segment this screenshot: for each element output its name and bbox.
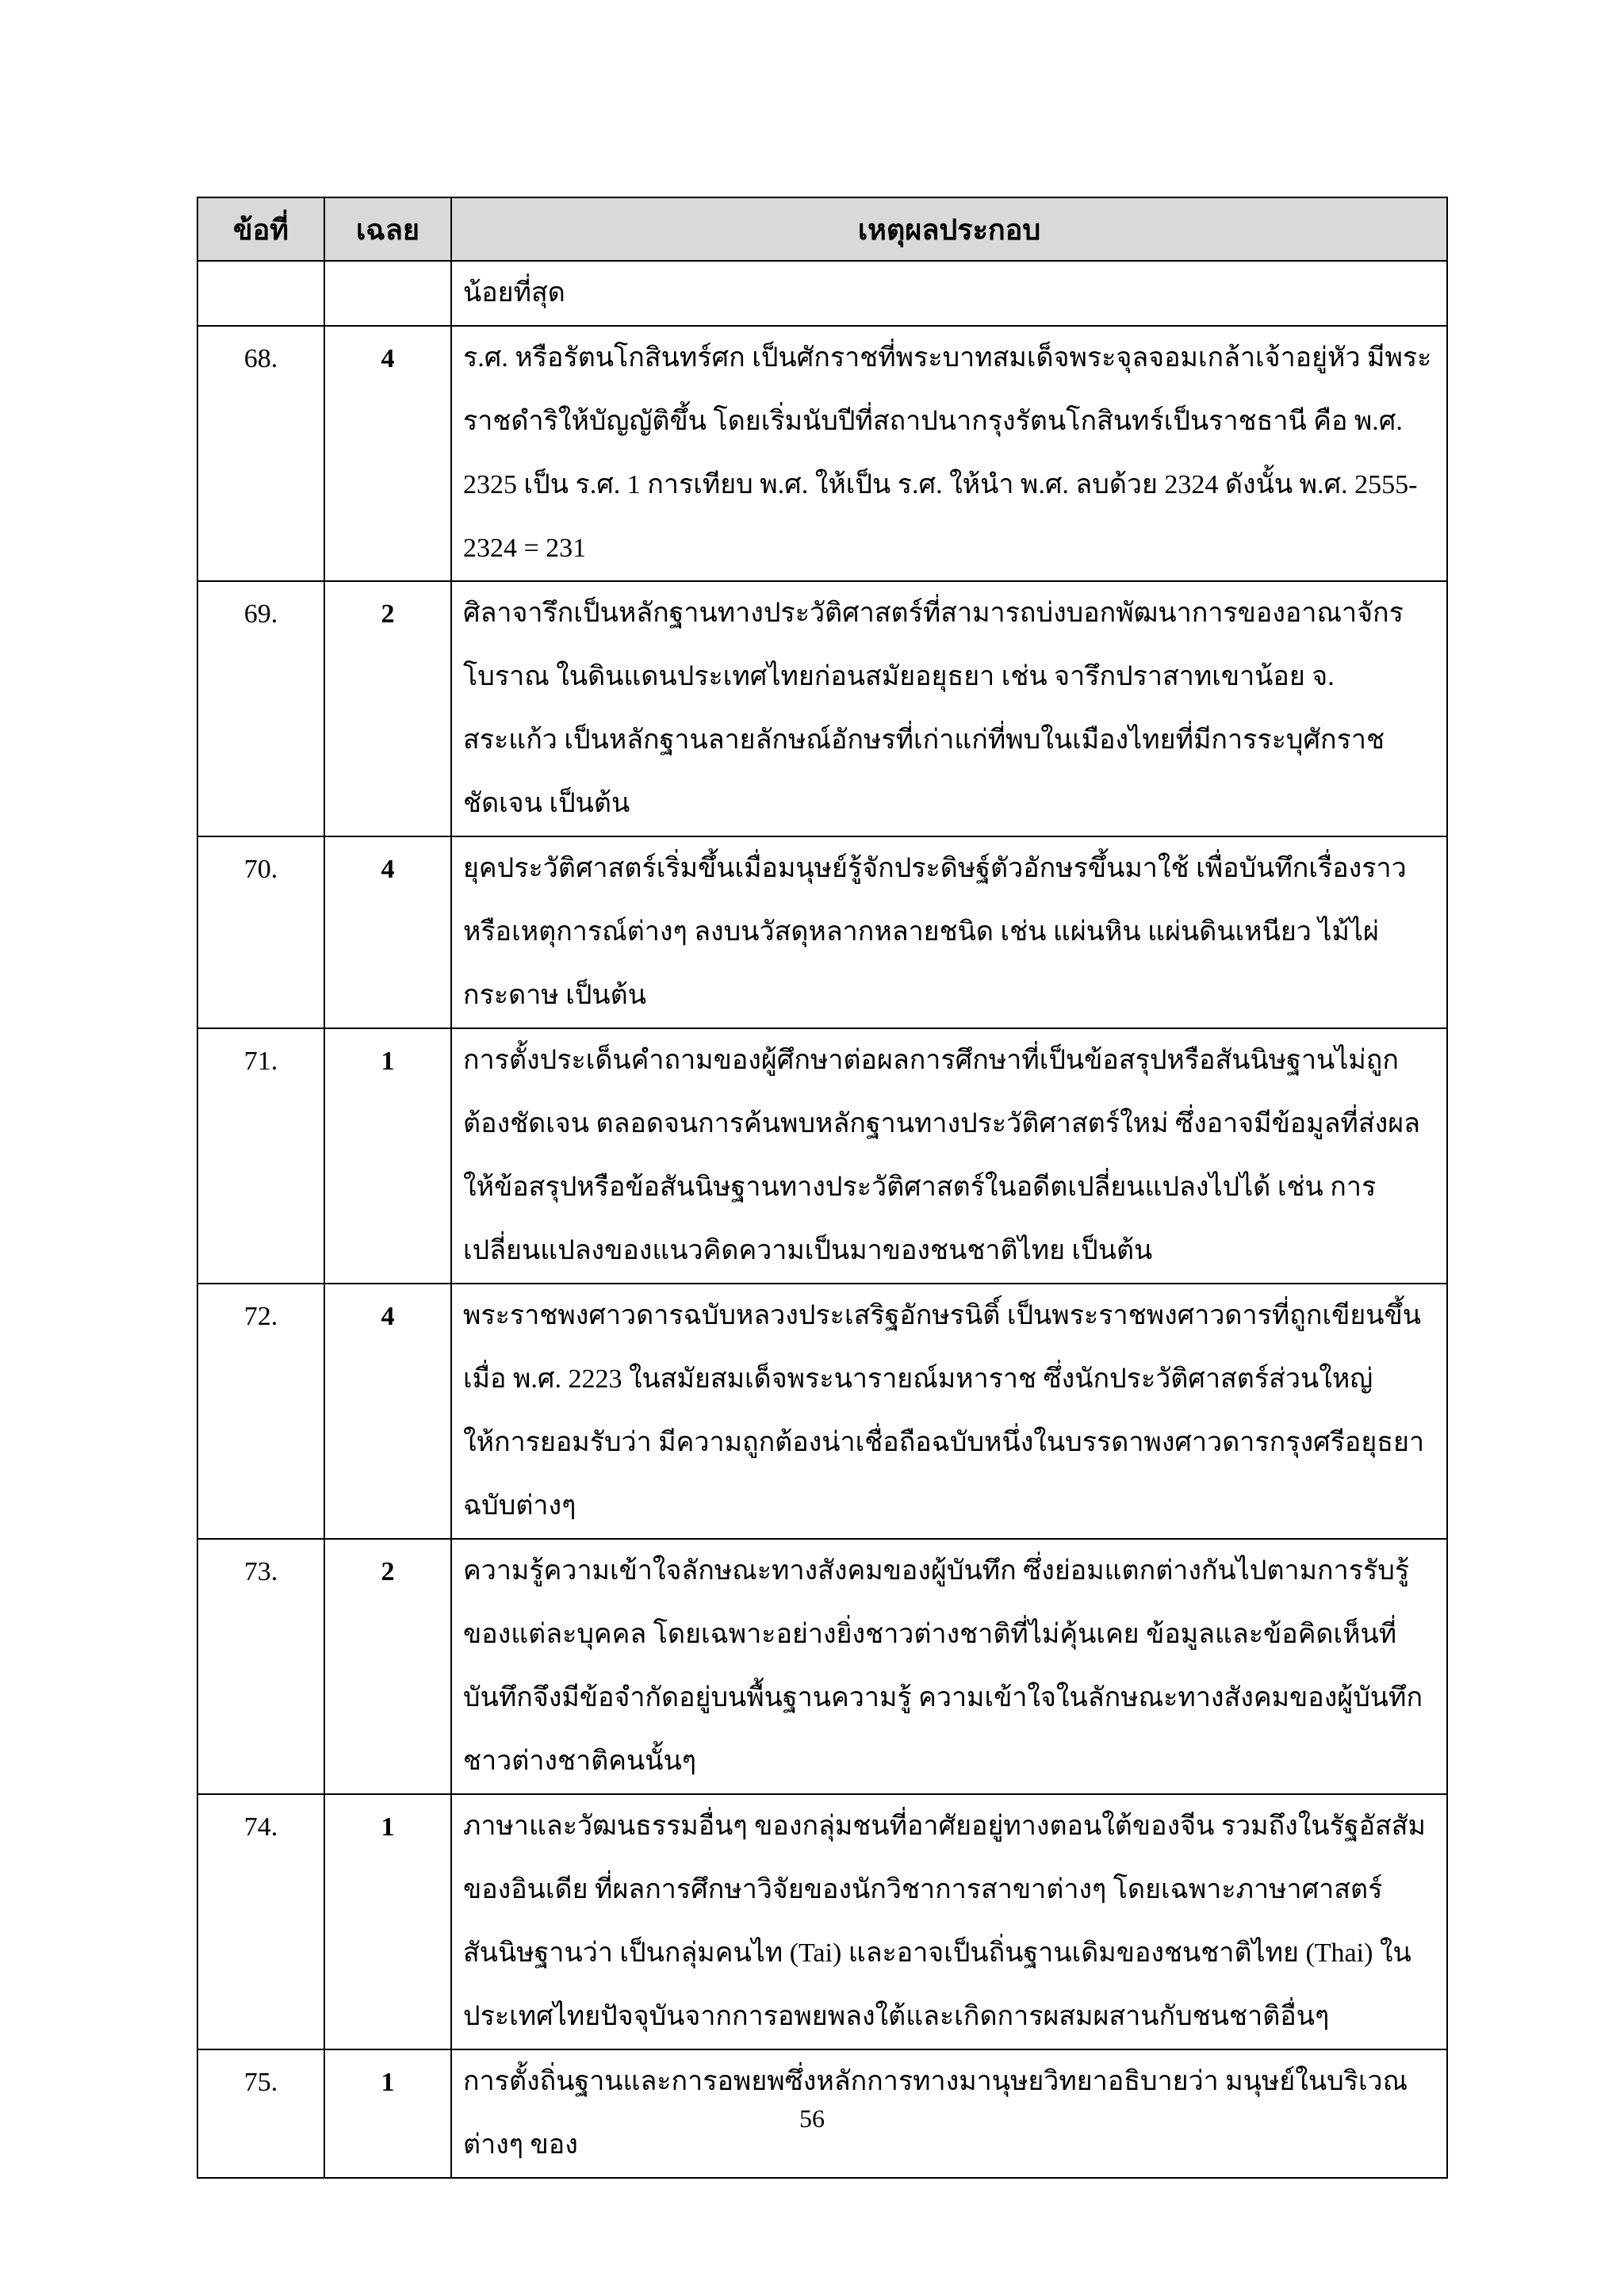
row-number (197, 261, 324, 326)
row-number: 74. (197, 1794, 324, 2049)
row-reason: การตั้งถิ่นฐานและการอพยพซึ่งหลักการทางมานุษยวิทยาอธิบายว่า มนุษย์ในบริเวณต่างๆ ของ (451, 2049, 1447, 2178)
row-reason: ภาษาและวัฒนธรรมอื่นๆ ของกลุ่มชนที่อาศัยอยู่ทางตอนใต้ของจีน รวมถึงในรัฐอัสสัมของอินเดีย ที่ผลการศึกษาวิจัยของนักวิชาการสาขาต่างๆ โดยเฉพาะภาษาศาสตร์ สันนิษฐานว่า เป็นกลุ่มคนไท (Tai) และอาจเป็นถิ่นฐานเดิมของชนชาติไทย (Thai) ในประเทศไทยปัจจุบันจากการอพยพลงใต้และเกิดการผสมผสานกับชนชาติอื่นๆ (451, 1794, 1447, 2049)
row-reason: ร.ศ. หรือรัตนโกสินทร์ศก เป็นศักราชที่พระบาทสมเด็จพระจุลจอมเกล้าเจ้าอยู่หัว มีพระราชดำริให้บัญญัติขึ้น โดยเริ่มนับปีที่สถาปนากรุงรัตนโกสินทร์เป็นราชธานี คือ พ.ศ. 2325 เป็น ร.ศ. 1 การเทียบ พ.ศ. ให้เป็น ร.ศ. ให้นำ พ.ศ. ลบด้วย 2324 ดังนั้น พ.ศ. 2555-2324 = 231 (451, 326, 1447, 581)
row-number: 71. (197, 1028, 324, 1284)
table-row (197, 836, 1447, 1028)
row-answer: 4 (324, 836, 451, 1028)
row-answer: 4 (324, 326, 451, 581)
row-reason: การตั้งประเด็นคำถามของผู้ศึกษาต่อผลการศึกษาที่เป็นข้อสรุปหรือสันนิษฐานไม่ถูกต้องชัดเจน ตลอดจนการค้นพบหลักฐานทางประวัติศาสตร์ใหม่ ซึ่งอาจมีข้อมูลที่ส่งผลให้ข้อสรุปหรือข้อสันนิษฐานทางประวัติศาสตร์ในอดีตเปลี่ยนแปลงไปได้ เช่น การเปลี่ยนแปลงของแนวคิดความเป็นมาของชนชาติไทย เป็นต้น (451, 1028, 1447, 1284)
row-number: 68. (197, 326, 324, 581)
row-answer: 2 (324, 1539, 451, 1794)
header-answer: เฉลย (324, 197, 451, 261)
row-number: 72. (197, 1284, 324, 1539)
table-row (197, 1284, 1447, 1539)
row-number: 70. (197, 836, 324, 1028)
header-number: ข้อที่ (197, 197, 324, 261)
table-header-row (197, 197, 1447, 261)
row-reason: พระราชพงศาวดารฉบับหลวงประเสริฐอักษรนิติ์ เป็นพระราชพงศาวดารที่ถูกเขียนขึ้นเมื่อ พ.ศ. 2223 ในสมัยสมเด็จพระนารายณ์มหาราช ซึ่งนักประวัติศาสตร์ส่วนใหญ่ให้การยอมรับว่า มีความถูกต้องน่าเชื่อถือฉบับหนึ่งในบรรดาพงศาวดารกรุงศรีอยุธยาฉบับต่างๆ (451, 1284, 1447, 1539)
row-reason: ยุคประวัติศาสตร์เริ่มขึ้นเมื่อมนุษย์รู้จักประดิษฐ์ตัวอักษรขึ้นมาใช้ เพื่อบันทึกเรื่องราวหรือเหตุการณ์ต่างๆ ลงบนวัสดุหลากหลายชนิด เช่น แผ่นหิน แผ่นดินเหนียว ไม้ไผ่ กระดาษ เป็นต้น (451, 836, 1447, 1028)
answer-table (197, 197, 1448, 2179)
page-number: 56 (799, 2104, 825, 2133)
row-answer: 1 (324, 1028, 451, 1284)
row-number: 73. (197, 1539, 324, 1794)
row-answer (324, 261, 451, 326)
table-row (197, 1028, 1447, 1284)
row-number: 69. (197, 581, 324, 836)
row-answer: 1 (324, 1794, 451, 2049)
table-row (197, 326, 1447, 581)
row-reason: ความรู้ความเข้าใจลักษณะทางสังคมของผู้บันทึก ซึ่งย่อมแตกต่างกันไปตามการรับรู้ของแต่ละบุคคล โดยเฉพาะอย่างยิ่งชาวต่างชาติที่ไม่คุ้นเคย ข้อมูลและข้อคิดเห็นที่บันทึกจึงมีข้อจำกัดอยู่บนพื้นฐานความรู้ ความเข้าใจในลักษณะทางสังคมของผู้บันทึกชาวต่างชาติคนนั้นๆ (451, 1539, 1447, 1794)
row-reason: ศิลาจารึกเป็นหลักฐานทางประวัติศาสตร์ที่สามารถบ่งบอกพัฒนาการของอาณาจักรโบราณ ในดินแดนประเทศไทยก่อนสมัยอยุธยา เช่น จารึกปราสาทเขาน้อย จ. สระแก้ว เป็นหลักฐานลายลักษณ์อักษรที่เก่าแก่ที่พบในเมืองไทยที่มีการระบุศักราชชัดเจน เป็นต้น (451, 581, 1447, 836)
table-row (197, 581, 1447, 836)
header-reason: เหตุผลประกอบ (451, 197, 1447, 261)
table-row (197, 1794, 1447, 2049)
row-reason: น้อยที่สุด (451, 261, 1447, 326)
row-answer: 2 (324, 581, 451, 836)
row-number: 75. (197, 2049, 324, 2178)
table-row (197, 1539, 1447, 1794)
table-row (197, 261, 1447, 326)
row-answer: 1 (324, 2049, 451, 2178)
row-answer: 4 (324, 1284, 451, 1539)
